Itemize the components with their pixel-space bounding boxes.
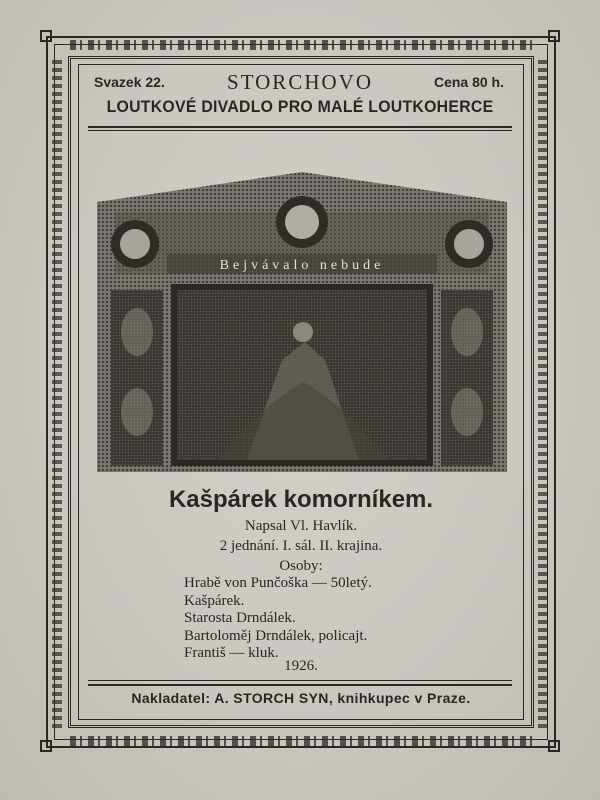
header-row <box>88 70 512 94</box>
price: Cena 80 h. <box>433 74 504 90</box>
divider <box>88 130 512 131</box>
divider <box>88 126 512 128</box>
cast-item: Kašpárek. <box>184 592 245 609</box>
cast-list <box>184 575 372 663</box>
volume-number: Svazek 22. <box>94 74 165 90</box>
cast-heading: Osoby: <box>279 558 323 574</box>
publisher-line: Nakladatel: A. STORCH SYN, knihkupec v Praze. <box>131 690 471 706</box>
cast-item: Hrabě von Punčoška — 50letý. <box>184 575 372 591</box>
corner-ornament <box>548 740 560 752</box>
play-title: Kašpárek komorníkem. <box>168 486 434 513</box>
acts-line: 2 jednání. I. sál. II. krajina. <box>219 538 383 554</box>
series-subtitle: LOUTKOVÉ DIVADLO PRO MALÉ LOUTKOHERCE <box>106 97 494 116</box>
divider <box>88 680 512 681</box>
top-ornament <box>70 40 534 50</box>
cast-item: Bartoloměj Drndálek, policajt. <box>184 627 368 644</box>
divider <box>88 684 512 686</box>
corner-ornament <box>40 30 52 42</box>
author-line: Napsal Vl. Havlík. <box>244 518 358 534</box>
series-name: STORCHOVO <box>227 70 373 94</box>
stage-motto: Bejvávalo nebude <box>219 258 385 273</box>
puppet-theatre-illustration <box>97 172 507 472</box>
cast-item: Starosta Drndálek. <box>184 610 296 626</box>
corner-ornament <box>40 740 52 752</box>
right-ornament <box>538 60 548 730</box>
publication-year: 1926. <box>284 658 318 674</box>
left-ornament <box>52 60 62 730</box>
cast-item: Františ — kluk. <box>184 645 279 661</box>
bottom-ornament <box>70 736 534 746</box>
corner-ornament <box>548 30 560 42</box>
